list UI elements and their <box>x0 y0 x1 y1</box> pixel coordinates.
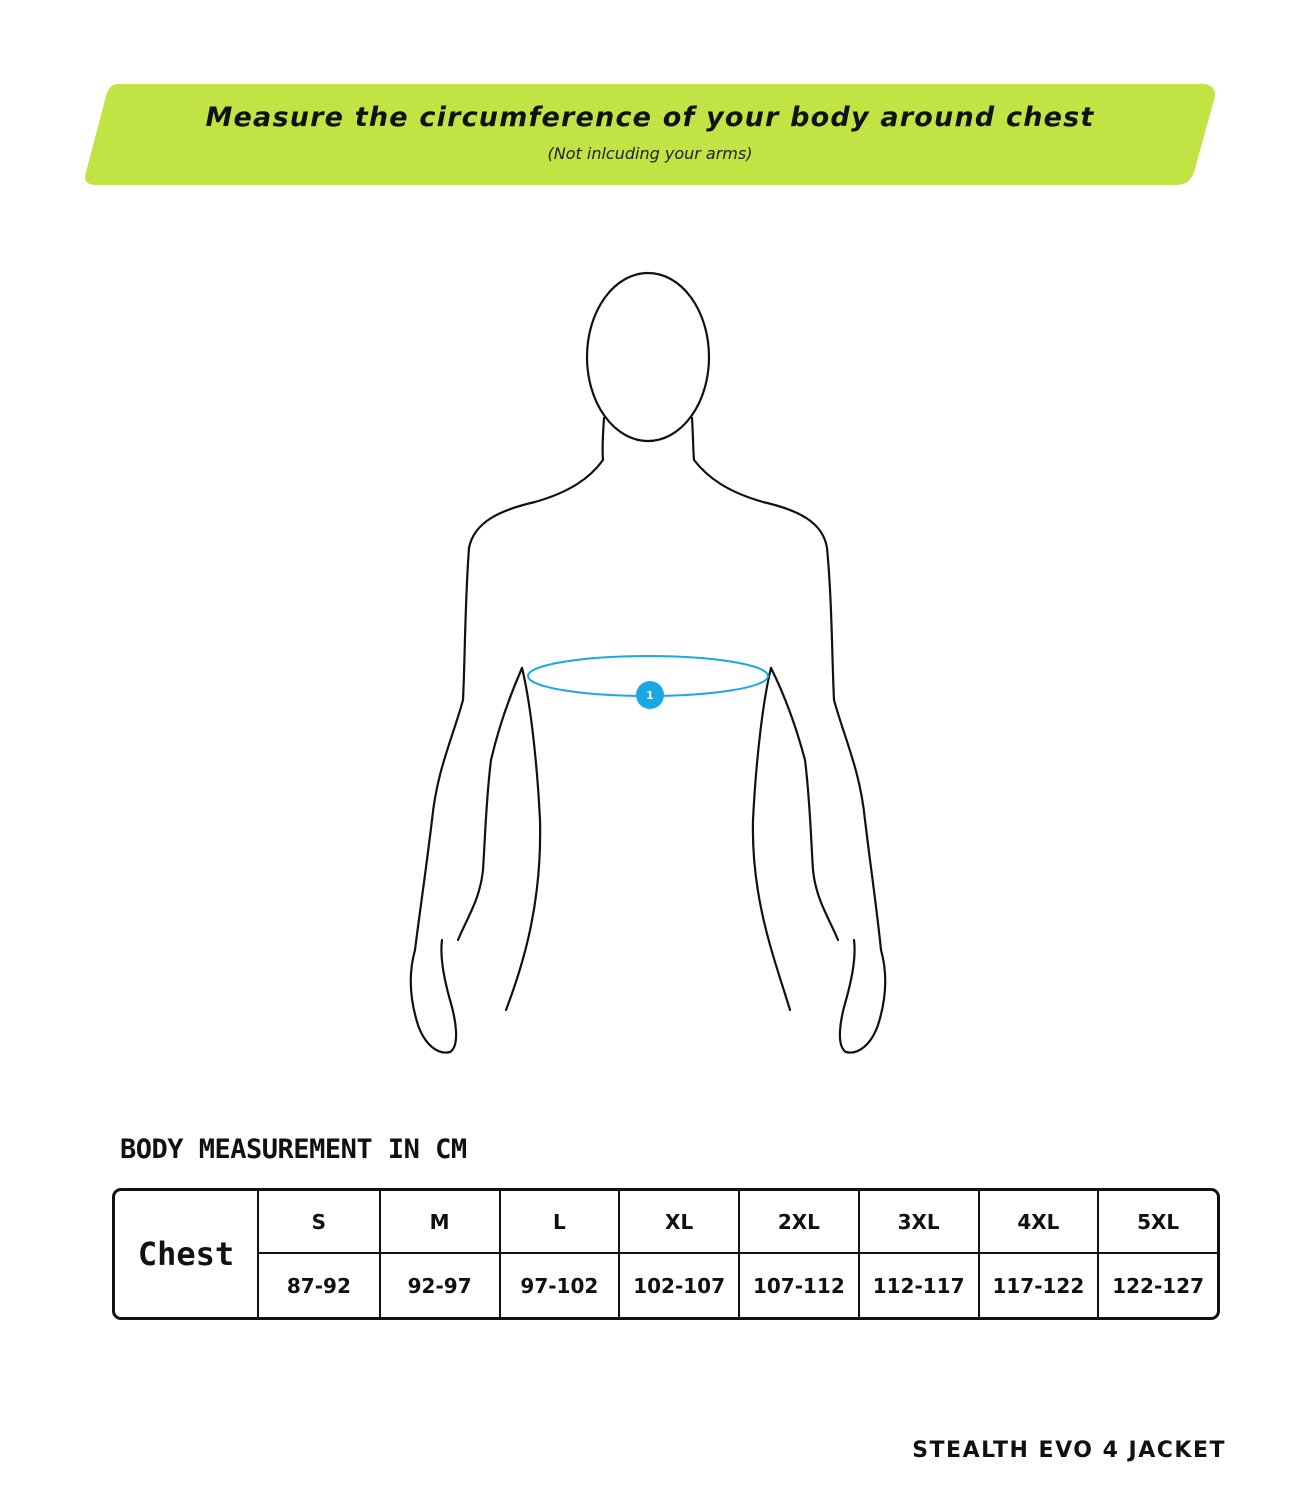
chest-value-m: 92-97 <box>379 1254 499 1317</box>
right-shoulder-arm-outline <box>692 418 881 950</box>
left-inner-arm-outline <box>458 668 522 940</box>
size-header-4xl: 4XL <box>978 1191 1098 1254</box>
chest-value-4xl: 117-122 <box>978 1254 1098 1317</box>
chest-value-2xl: 107-112 <box>738 1254 858 1317</box>
chest-value-l: 97-102 <box>499 1254 619 1317</box>
table-title: BODY MEASUREMENT IN CM <box>120 1134 467 1165</box>
size-table <box>112 1188 1220 1320</box>
banner-title: Measure the circumference of your body around chest <box>205 102 1095 133</box>
row-label-chest: Chest <box>115 1191 259 1317</box>
size-header-xl: XL <box>618 1191 738 1254</box>
chest-value-3xl: 112-117 <box>858 1254 978 1317</box>
left-torso-outline <box>506 668 540 1010</box>
size-header-l: L <box>499 1191 619 1254</box>
measurement-marker-label: 1 <box>646 689 654 702</box>
size-header-3xl: 3XL <box>858 1191 978 1254</box>
left-hand-outline <box>411 940 456 1053</box>
right-torso-outline <box>753 668 790 1010</box>
banner-subtitle: (Not inlcuding your arms) <box>547 144 753 163</box>
size-header-m: M <box>379 1191 499 1254</box>
head-outline <box>587 273 709 441</box>
right-inner-arm-outline <box>771 668 838 940</box>
size-header-5xl: 5XL <box>1097 1191 1217 1254</box>
chest-value-s: 87-92 <box>286 1273 351 1298</box>
size-header-2xl: 2XL <box>738 1191 858 1254</box>
chest-value-5xl: 122-127 <box>1097 1254 1217 1317</box>
size-header-s: S <box>259 1191 379 1254</box>
left-shoulder-arm-outline <box>415 418 604 950</box>
right-hand-outline <box>840 940 885 1053</box>
chest-value-xl: 102-107 <box>618 1254 738 1317</box>
product-name: STEALTH EVO 4 JACKET <box>912 1438 1226 1463</box>
